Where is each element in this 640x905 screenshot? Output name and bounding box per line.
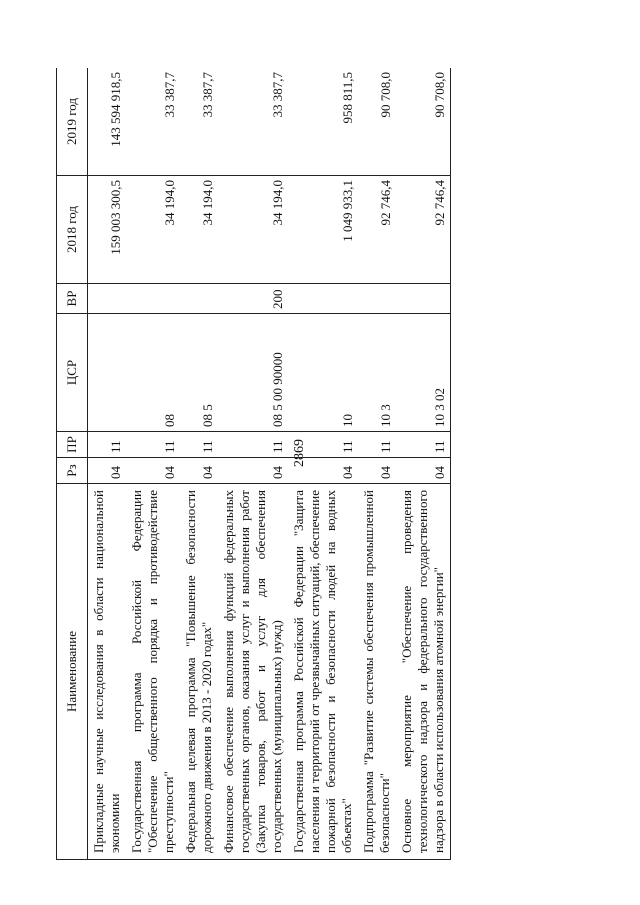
row-2018: 159 003 300,5 bbox=[88, 176, 127, 284]
row-2019: 90 708,0 bbox=[396, 68, 451, 176]
table-row bbox=[288, 68, 358, 860]
row-vr bbox=[358, 284, 396, 314]
table-row bbox=[126, 68, 180, 860]
row-2019: 33 387,7 bbox=[180, 68, 218, 176]
budget-table bbox=[56, 68, 451, 860]
row-2018: 92 746,4 bbox=[396, 176, 451, 284]
page-number: 2869 bbox=[292, 439, 307, 467]
row-name: Прикладные научные исследования в области национальной экономики bbox=[88, 484, 127, 860]
row-pr: 11 bbox=[126, 432, 180, 458]
row-rz: 04 bbox=[396, 458, 451, 484]
row-csr bbox=[88, 314, 127, 432]
table-row bbox=[88, 68, 127, 860]
table-row bbox=[396, 68, 451, 860]
table-wrapper bbox=[56, 68, 576, 860]
row-rz: 04 bbox=[288, 458, 358, 484]
row-2019: 90 708,0 bbox=[358, 68, 396, 176]
row-vr bbox=[396, 284, 451, 314]
table-row bbox=[358, 68, 396, 860]
row-rz: 04 bbox=[126, 458, 180, 484]
row-rz: 04 bbox=[88, 458, 127, 484]
row-csr: 08 bbox=[126, 314, 180, 432]
row-csr: 08 5 bbox=[180, 314, 218, 432]
row-name: Государственная программа Российской Федерации "Обеспечение общественного порядка и противодействие преступности" bbox=[126, 484, 180, 860]
row-rz: 04 bbox=[180, 458, 218, 484]
row-csr: 08 5 00 90000 bbox=[218, 314, 288, 432]
table-header-row bbox=[57, 68, 88, 860]
row-rz: 04 bbox=[218, 458, 288, 484]
rotated-table-frame bbox=[56, 68, 576, 860]
row-vr bbox=[88, 284, 127, 314]
row-vr bbox=[180, 284, 218, 314]
row-vr bbox=[126, 284, 180, 314]
row-csr: 10 3 bbox=[358, 314, 396, 432]
row-name: Основное мероприятие "Обеспечение проведения технологического надзора и федерального государственного надзора в области использования атомной энергии" bbox=[396, 484, 451, 860]
header-2018: 2018 год bbox=[57, 176, 88, 284]
row-2018: 92 746,4 bbox=[358, 176, 396, 284]
row-csr: 10 3 02 bbox=[396, 314, 451, 432]
row-vr: 200 bbox=[218, 284, 288, 314]
header-2019: 2019 год bbox=[57, 68, 88, 176]
table-row bbox=[218, 68, 288, 860]
row-name: Государственная программа Российской Федерации "Защита населения и территорий от чрезвычайных ситуаций, обеспечение пожарной безопасности и безопасности людей на водных объектах" bbox=[288, 484, 358, 860]
row-name: Подпрограмма "Развитие системы обеспечения промышленной безопасности" bbox=[358, 484, 396, 860]
row-2019: 33 387,7 bbox=[218, 68, 288, 176]
row-vr bbox=[288, 284, 358, 314]
row-2018: 34 194,0 bbox=[218, 176, 288, 284]
row-pr: 11 bbox=[218, 432, 288, 458]
row-2019: 33 387,7 bbox=[126, 68, 180, 176]
row-csr: 10 bbox=[288, 314, 358, 432]
header-vr: ВР bbox=[57, 284, 88, 314]
table-row bbox=[180, 68, 218, 860]
row-pr: 11 bbox=[396, 432, 451, 458]
row-pr: 11 bbox=[180, 432, 218, 458]
row-2019: 958 811,5 bbox=[288, 68, 358, 176]
header-name: Наименование bbox=[57, 484, 88, 860]
row-pr: 11 bbox=[88, 432, 127, 458]
row-2018: 1 049 933,1 bbox=[288, 176, 358, 284]
row-2018: 34 194,0 bbox=[126, 176, 180, 284]
row-pr: 11 bbox=[358, 432, 396, 458]
header-pr: ПР bbox=[57, 432, 88, 458]
header-rz: Рз bbox=[57, 458, 88, 484]
row-name: Федеральная целевая программа "Повышение безопасности дорожного движения в 2013 - 2020 годах" bbox=[180, 484, 218, 860]
row-rz: 04 bbox=[358, 458, 396, 484]
row-2018: 34 194,0 bbox=[180, 176, 218, 284]
header-csr: ЦСР bbox=[57, 314, 88, 432]
row-pr: 11 bbox=[288, 432, 358, 458]
row-name: Финансовое обеспечение выполнения функций федеральных государственных органов, оказания услуг и выполнения работ (Закупка товаров, работ и услуг для обеспечения государственных (муниципальных) нужд) bbox=[218, 484, 288, 860]
row-2019: 143 594 918,5 bbox=[88, 68, 127, 176]
